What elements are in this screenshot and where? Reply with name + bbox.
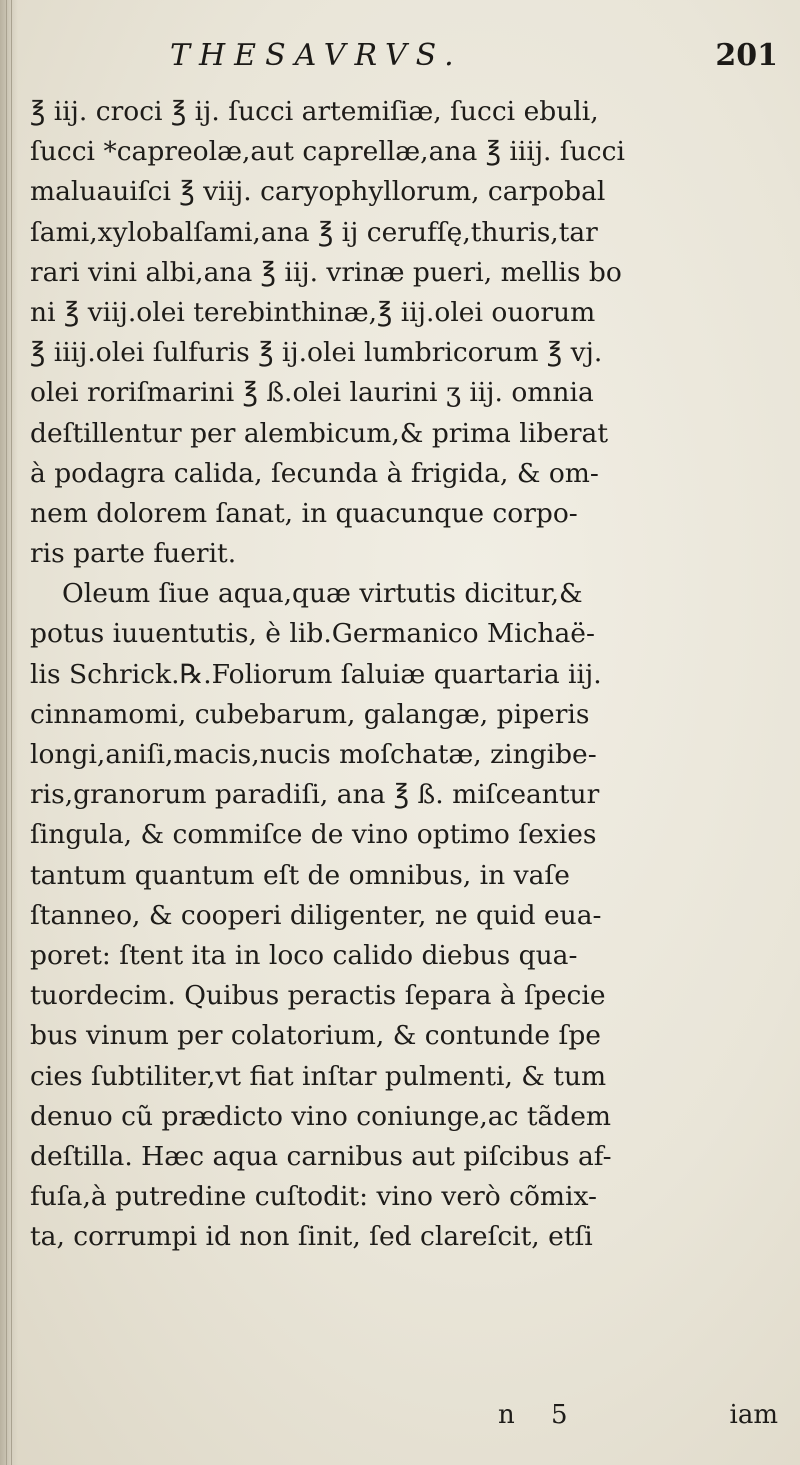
text-line: Oleum ſiue aqua,quæ virtutis dicitur,& (62, 578, 583, 610)
text-line: rari vini albi,ana ℥ iij. vrinæ pueri, mellis bo (30, 256, 622, 288)
text-line: poret: ſtent ita in loco calido diebus qua- (30, 939, 578, 971)
text-line: tuordecim. Quibus peractis ſepara à ſpecie (30, 980, 606, 1012)
text-line: lis Schrick.℞.Foliorum ſaluiæ quartaria iij. (30, 658, 602, 690)
text-line: deſtillentur per alembicum,& prima liberat (30, 417, 608, 449)
running-title: THESAVRVS. (170, 38, 463, 73)
text-line: ni ℥ viij.olei terebinthinæ,℥ iij.olei ouorum (30, 296, 596, 328)
text-line: denuo cũ prædicto vino coniunge,ac tãdem (30, 1100, 612, 1132)
text-line: ris parte fuerit. (30, 538, 237, 570)
text-block (30, 92, 790, 1257)
text-line: potus iuuentutis, è lib.Germanico Michaë- (30, 618, 595, 650)
text-line: à podagra calida, ſecunda à frigida, & om- (30, 457, 599, 489)
text-line: olei roriſmarini ℥ ß.olei laurini ʒ iij. omnia (30, 377, 594, 409)
gutter-rule (6, 0, 7, 1465)
page-footer (0, 1400, 800, 1440)
page-number: 201 (715, 38, 778, 73)
text-line: longi,aniſi,macis,nucis moſchatæ, zingibe- (30, 739, 597, 770)
text-line: ſingula, & commiſce de vino optimo ſexies (30, 819, 597, 851)
signature-mark: n 5 (498, 1400, 582, 1430)
text-line: maluauiſci ℥ viij. caryophyllorum, carpobal (30, 176, 606, 208)
text-line: ris,granorum paradiſi, ana ℥ ß. miſceantur (30, 779, 600, 811)
text-line: ſucci *capreolæ,aut caprellæ,ana ℥ iiij. ſucci (30, 136, 625, 168)
gutter-rule (11, 0, 12, 1465)
text-line: ſami,xylobalſami,ana ℥ ij cerufſę,thuris,tar (30, 216, 598, 248)
text-line: ℥ iiij.olei ſulfuris ℥ ij.olei lumbricorum ℥ vj. (30, 337, 603, 369)
catchword: iam (729, 1400, 778, 1430)
text-line: nem dolorem ſanat, in quacunque corpo- (30, 497, 578, 529)
text-line: fuſa,à putredine cuſtodit: vino verò cõmix- (30, 1181, 597, 1213)
text-line: ſtanneo, & cooperi diligenter, ne quid eua- (30, 899, 602, 931)
binding-gutter (0, 0, 18, 1465)
text-line: cies ſubtiliter,vt fiat inſtar pulmenti, & tum (30, 1060, 607, 1092)
text-line: ℥ iij. croci ℥ ij. ſucci artemiſiæ, ſucci ebuli, (30, 96, 599, 127)
text-line: tantum quantum eſt de omnibus, in vaſe (30, 859, 570, 891)
page-header (150, 38, 790, 78)
text-line: deſtilla. Hæc aqua carnibus aut piſcibus af- (30, 1140, 612, 1172)
text-line: bus vinum per colatorium, & contunde ſpe (30, 1020, 601, 1052)
text-line: ta, corrumpi id non ſinit, ſed clareſcit, etſi (30, 1221, 593, 1253)
text-line: cinnamomi, cubebarum, galangæ, piperis (30, 698, 590, 730)
